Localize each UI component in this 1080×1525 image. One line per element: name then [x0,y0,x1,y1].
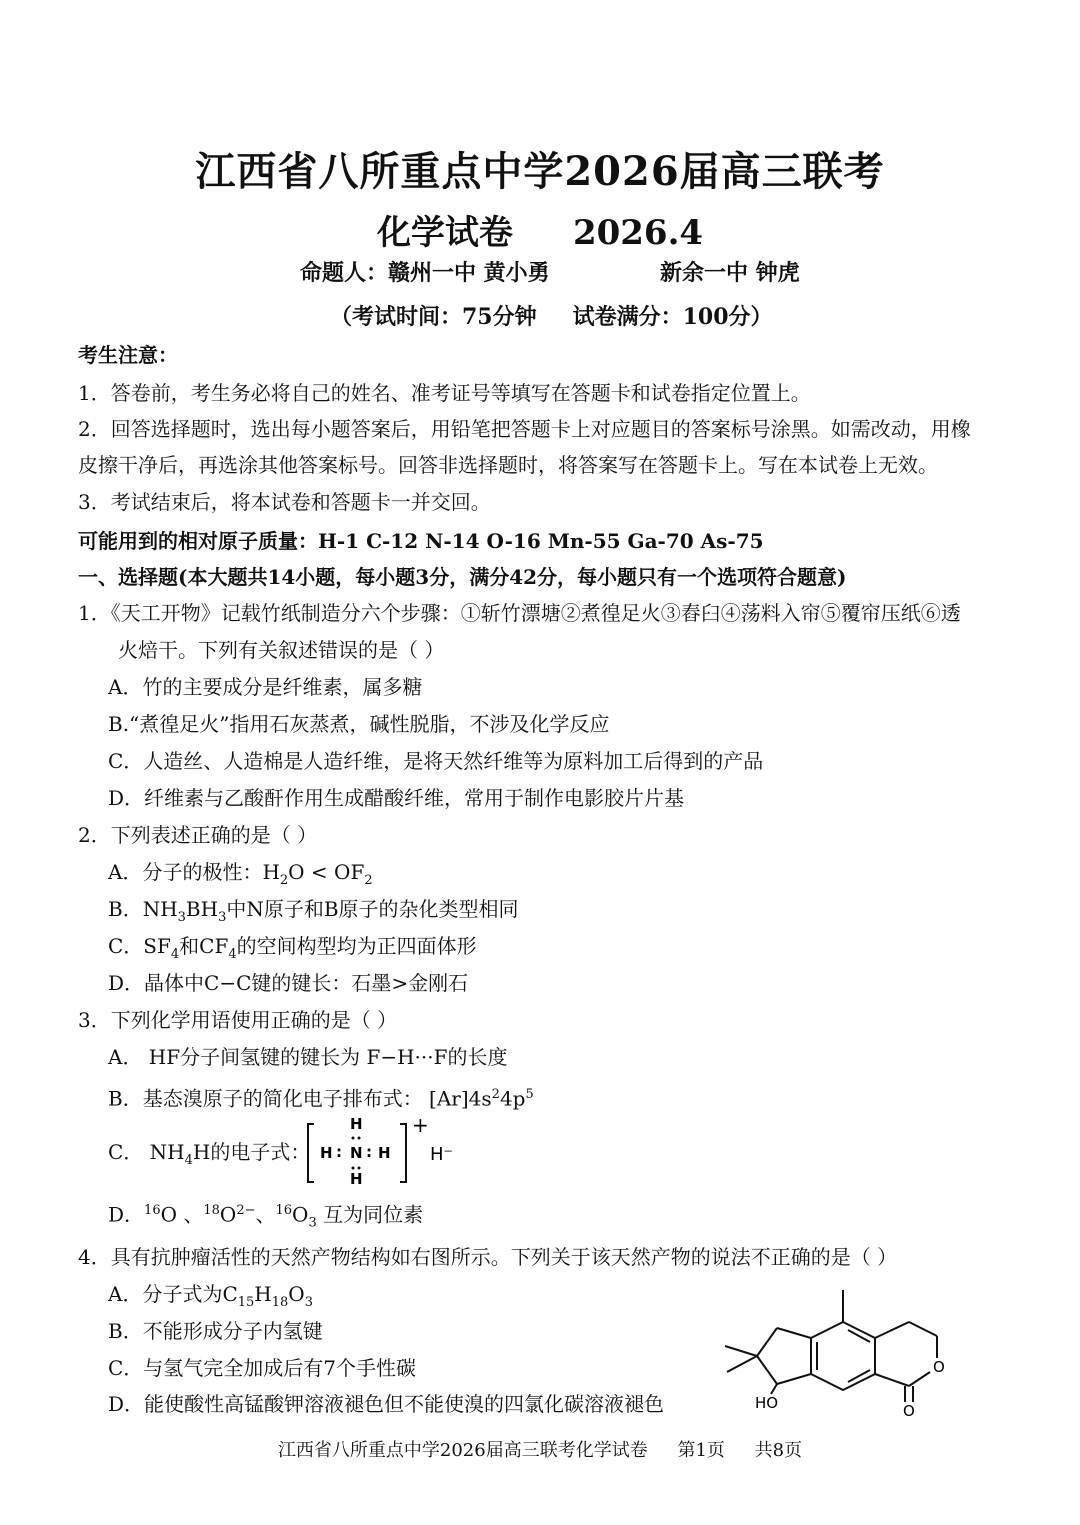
ef-h-bottom: H [350,1170,363,1188]
q2-option-d: D．晶体中C−C键的键长：石墨>金刚石 [108,971,469,995]
page-footer [0,1436,1080,1462]
q3-option-c: C． $NH_4H$的电子式： [108,1140,311,1168]
q2-stem: 2．下列表述正确的是（ ） [78,823,318,847]
ef-n: N [350,1144,363,1162]
exam-date: 2026.4 [572,213,704,253]
author-right: 新余一中 钟虎 [660,260,800,286]
q3-option-b: B．基态溴原子的简化电子排布式： $[Ar]4s^24p^5$ [108,1086,534,1111]
q2-option-a: A．分子的极性：$H_2O < OF_2$ [108,860,373,888]
q3-option-d: D．$^{16}$O 、$^{18}O^{2-}$、$^{16}O_3$ 互为同位素 [108,1202,424,1231]
ef-h-left: H [320,1144,333,1162]
q1-stem-a: 1．《天工开物》记载竹纸制造分六个步骤：①斩竹漂塘②煮徨足火③舂臼④荡料入帘⑤覆帘压纸⑥透 [78,601,961,625]
notice-item-3: 3．考试结束后，将本试卷和答题卡一并交回。 [78,490,491,514]
q4-option-b: B．不能形成分子内氢键 [108,1319,323,1343]
exam-info [330,300,773,331]
svg-text::: : [336,1143,342,1161]
ef-h-top: H [350,1115,363,1133]
section-heading: 一、选择题(本大题共14小题，每小题3分，满分42分，每小题只有一个选项符合题意) [78,565,847,589]
q2-option-c: C．$SF_4$和$CF_4$的空间构型均为正四面体形 [108,934,477,962]
notice-item-2b: 皮擦干净后，再选涂其他答案标号。回答非选择题时，将答案写在答题卡上。写在本试卷上无效。 [78,453,938,477]
exam-time: （考试时间：75分钟 [330,304,537,330]
q4-option-c: C．与氢气完全加成后有7个手性碳 [108,1356,417,1380]
author-left: 命题人：赣州一中 黄小勇 [300,260,550,286]
ef-h-right: H [378,1144,391,1162]
q1-option-c: C．人造丝、人造棉是人造纤维，是将天然纤维等为原料加工后得到的产品 [108,749,764,773]
ef-hydride: H⁻ [430,1144,454,1165]
q2-option-b: B．$NH_3BH_3$中N原子和B原子的杂化类型相同 [108,897,519,925]
q4-option-a: A．分子式为$C_{15}H_{18}O_3$ [108,1282,313,1310]
q1-option-b: B.“煮徨足火”指用石灰蒸煮，碱性脱脂，不涉及化学反应 [108,712,610,736]
notice-item-2a: 2．回答选择题时，选出每小题答案后，用铅笔把答题卡上对应题目的答案标号涂黑。如需改动，用橡 [78,417,971,441]
q4-option-d: D．能使酸性高锰酸钾溶液褪色但不能使溴的四氯化碳溶液褪色 [108,1392,665,1416]
atomic-masses: 可能用到的相对原子质量：H-1 C-12 N-14 O-16 Mn-55 Ga-70 As-75 [78,529,764,553]
q3-stem: 3．下列化学用语使用正确的是（ ） [78,1008,398,1032]
struct-ring-o-label: O [933,1358,945,1376]
notice-heading: 考生注意： [78,343,178,367]
full-score: 试卷满分：100分） [572,304,773,330]
footer-page: 第1页 [677,1440,725,1461]
electron-formula [300,1112,470,1192]
q1-stem-b: 火焙干。下列有关叙述错误的是（ ） [118,638,445,662]
struct-oh-label: HO [755,1394,779,1412]
q1-option-d: D．纤维素与乙酸酐作用生成醋酸纤维，常用于制作电影胶片片基 [108,786,685,810]
exam-title: 江西省八所重点中学2026届高三联考 [195,148,885,195]
q3-option-a: A． HF分子间氢键的键长为 F−H···F的长度 [108,1045,508,1069]
struct-carbonyl-o-label: O [903,1402,915,1420]
svg-text::: : [366,1143,372,1161]
natural-product-structure [715,1280,965,1420]
q1-option-a: A．竹的主要成分是纤维素，属多糖 [108,675,423,699]
subject-title: 化学试卷 [376,213,513,253]
ef-plus: + [412,1113,429,1137]
notice-item-1: 1．答卷前，考生务必将自己的姓名、准考证号等填写在答题卡和试卷指定位置上。 [78,381,811,405]
footer-title: 江西省八所重点中学2026届高三联考化学试卷 [277,1440,648,1461]
q4-stem: 4．具有抗肿瘤活性的天然产物结构如右图所示。下列关于该天然产物的说法不正确的是（ ） [78,1245,898,1269]
authors-line [300,256,800,287]
exam-subtitle [0,205,1080,254]
footer-total: 共8页 [754,1440,803,1461]
